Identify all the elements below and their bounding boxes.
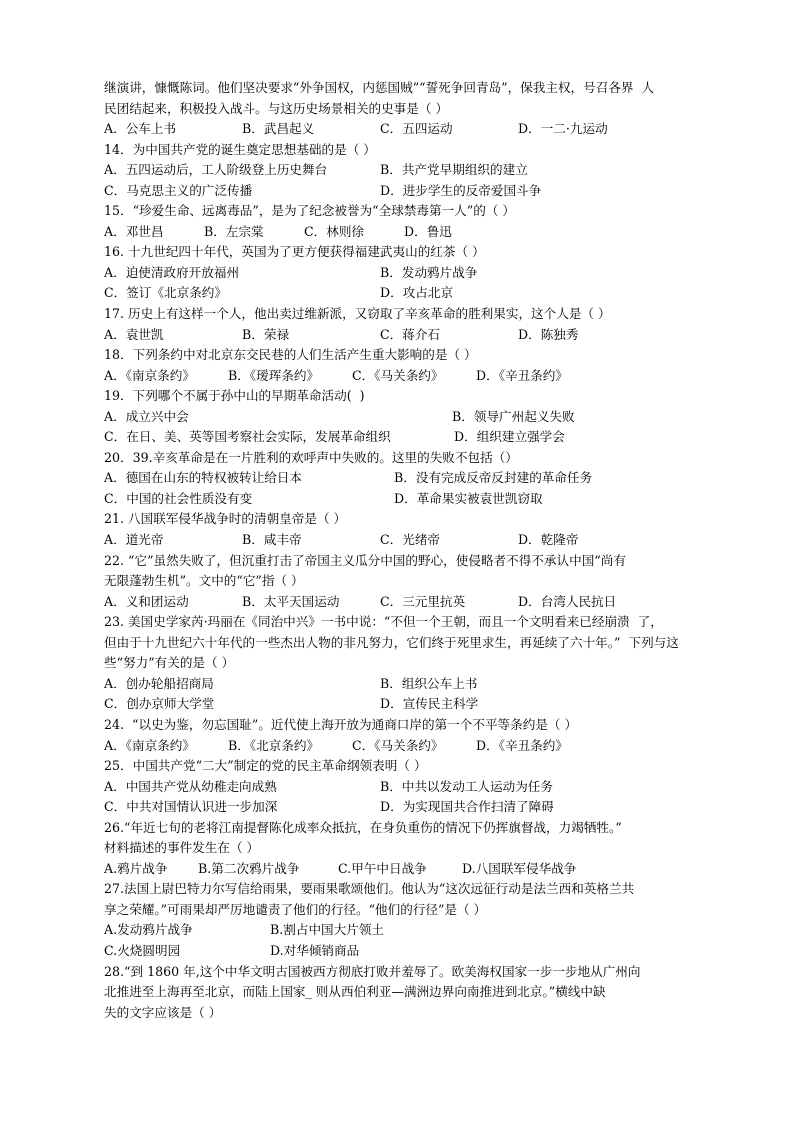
option-c: C．中共对国情认识进一步加深 (104, 799, 278, 815)
intro-options (104, 119, 704, 140)
q16-stem: 16. 十九世纪四十年代，英国为了更方便获得福建武夷山的红茶（ ） (104, 244, 485, 260)
option-b: B．咸丰帝 (242, 532, 302, 548)
q15-stem: 15．“珍爱生命、远离毒品”，是为了纪念被誉为“全球禁毒第一人”的（ ） (104, 203, 516, 219)
option-d: D．一二·九运动 (518, 121, 608, 137)
q21-stem: 21. 八国联军侵华战争时的清朝皇帝是（ ） (104, 511, 347, 527)
q26-options (104, 859, 704, 880)
option-b: B.割占中国大片领土 (270, 922, 385, 938)
option-c: C．蒋介石 (380, 326, 441, 342)
exam-page (104, 78, 704, 1023)
option-b: B．没有完成反帝反封建的革命任务 (394, 470, 593, 486)
option-d: D．陈独秀 (518, 326, 579, 342)
q17-stem: 17. 历史上有这样一个人，他出卖过维新派，又窃取了辛亥革命的胜利果实，这个人是（ ） (104, 306, 611, 322)
option-b: B．《瑷珲条约》 (228, 367, 320, 383)
option-c: C．五四运动 (380, 121, 453, 137)
option-c: C．在日、美、英等国考察社会实际，发展革命组织 (104, 429, 391, 445)
q26-stem-1: 26.“年近七旬的老将江南提督陈化成率众抵抗，在身负重伤的情况下仍挥旗督战，力竭牺牲。” (104, 819, 622, 835)
option-a: A．《南京条约》 (104, 367, 195, 383)
option-d: D．攻占北京 (380, 285, 454, 301)
option-a: A．创办轮船招商局 (104, 675, 214, 691)
option-d: D.对华倾销商品 (270, 942, 360, 958)
option-a: A．德国在山东的特权被转让给日本 (104, 470, 303, 486)
q27-options-row1 (104, 920, 704, 941)
q19-options-row2 (104, 427, 704, 448)
q24-stem: 24. “以史为鉴，勿忘国耻”。近代使上海开放为通商口岸的第一个不平等条约是（ ） (104, 716, 578, 732)
option-c: C．林则徐 (304, 223, 365, 239)
option-a: A．袁世凯 (104, 326, 164, 342)
option-d: D．台湾人民抗日 (518, 593, 617, 609)
option-b: B．太平天国运动 (242, 593, 340, 609)
option-a: A.发动鸦片战争 (104, 922, 193, 938)
q18-options (104, 366, 704, 387)
option-a: A．义和团运动 (104, 593, 189, 609)
q25-options-row1 (104, 777, 704, 798)
q25-options-row2 (104, 797, 704, 818)
q23-options-row1 (104, 674, 704, 695)
q26-stem-2: 材料描述的事件发生在（ ） (104, 840, 260, 856)
option-d: D．鲁迅 (404, 223, 452, 239)
option-c: C．《马关条约》 (352, 737, 444, 753)
option-c: C．中国的社会性质没有变 (104, 490, 253, 506)
q22-stem-2: 无限蓬勃生机”。文中的“它”指（ ） (104, 573, 304, 589)
option-a: A．公车上书 (104, 121, 177, 137)
option-a: A．道光帝 (104, 532, 164, 548)
option-c: C．三元里抗英 (380, 593, 466, 609)
option-d: D．宣传民主科学 (380, 696, 479, 712)
option-c: C．马克思主义的广泛传播 (104, 182, 253, 198)
q28-stem-2: 北推进至上海再至北京，而陆上国家_ 则从西伯利亚—满洲边界向南推进到北京。”横线中缺 (104, 984, 606, 1000)
q28-stem-3: 失的文字应该是（ ） (104, 1004, 222, 1020)
option-c: C．签订《北京条约》 (104, 285, 227, 301)
q21-options (104, 530, 704, 551)
q27-stem-1: 27.法国上尉巴特力尔写信给雨果，要雨果歌颂他们。他认为“这次远征行动是法兰西和英格兰共 (104, 881, 635, 897)
option-a: A．《南京条约》 (104, 737, 195, 753)
option-b: B．武昌起义 (242, 121, 315, 137)
option-d: D．乾隆帝 (518, 532, 579, 548)
option-b: B．中共以发动工人运动为任务 (380, 778, 553, 794)
option-b: B．组织公车上书 (380, 675, 478, 691)
q14-stem: 14．为中国共产党的诞生奠定思想基础的是（ ） (104, 141, 376, 157)
option-a: A．迫使清政府开放福州 (104, 264, 240, 280)
option-a: A.鸦片战争 (104, 860, 168, 876)
q16-options-row2 (104, 283, 704, 304)
q24-options (104, 736, 704, 757)
option-d: D．组织建立强学会 (454, 429, 565, 445)
option-c: C.甲午中日战争 (338, 860, 427, 876)
option-d: D．《辛丑条约》 (476, 737, 568, 753)
option-d: D．革命果实被袁世凯窃取 (394, 490, 543, 506)
q23-stem-3: 些“努力”有关的是（ ） (104, 655, 235, 671)
option-a: A．邓世昌 (104, 223, 164, 239)
option-d: D．为实现国共合作扫清了障碍 (380, 799, 554, 815)
option-c: C.火烧圆明园 (104, 942, 181, 958)
q20-stem: 20．39.辛亥革命是在一片胜利的欢呼声中失败的。这里的失败不包括（） (104, 449, 518, 465)
option-c: C．光绪帝 (380, 532, 441, 548)
q28-stem-1: 28.“到 1860 年,这个中华文明古国被西方彻底打败并羞辱了。欧美海权国家一步一步地从广州向 (104, 963, 641, 979)
q14-options-row1 (104, 160, 704, 181)
q14-options-row2 (104, 181, 704, 202)
option-d: D．《辛丑条约》 (476, 367, 568, 383)
q15-options (104, 222, 704, 243)
option-b: B.第二次鸦片战争 (198, 860, 300, 876)
q20-options-row2 (104, 489, 704, 510)
q18-stem: 18．下列条约中对北京东交民巷的人们生活产生重大影响的是（ ） (104, 347, 477, 363)
q20-options-row1 (104, 468, 704, 489)
q16-options-row1 (104, 263, 704, 284)
q23-stem-2: 但由于十九世纪六十年代的一些杰出人物的非凡努力，它们终于死里求生，再延续了六十年。” 下列与这 (104, 634, 679, 650)
option-a: A．中国共产党从幼稚走向成熟 (104, 778, 277, 794)
option-b: B．《北京条约》 (228, 737, 320, 753)
intro-line-1: 继演讲，慷慨陈词。他们坚决要求“外争国权，内惩国贼”“誓死争回青岛”，保我主权，号召各界 人 (104, 80, 655, 95)
option-b: B．左宗棠 (204, 223, 264, 239)
option-b: B．荣禄 (242, 326, 290, 342)
q19-options-row1 (104, 407, 704, 428)
q22-options (104, 592, 704, 613)
option-b: B．发动鸦片战争 (380, 264, 478, 280)
q27-stem-2: 享之荣耀。”可雨果却严厉地谴责了他们的行径。“他们的行径”是（ ） (104, 901, 487, 917)
q25-stem: 25．中国共产党“二大”制定的党的民主革命纲领表明（ ） (104, 758, 427, 774)
q22-stem-1: 22. “它”虽然失败了，但沉重打击了帝国主义瓜分中国的野心，使侵略者不得不承认中国“尚有 (104, 552, 626, 568)
option-b: B．领导广州起义失败 (452, 408, 575, 424)
option-c: C．《马关条约》 (352, 367, 444, 383)
q19-stem: 19．下列哪个不属于孙中山的早期革命活动( ) (104, 388, 365, 404)
option-c: C．创办京师大学堂 (104, 696, 215, 712)
option-a: A．成立兴中会 (104, 408, 189, 424)
q17-options (104, 325, 704, 346)
q23-options-row2 (104, 694, 704, 715)
option-d: D.八国联军侵华战争 (462, 860, 577, 876)
option-d: D．进步学生的反帝爱国斗争 (380, 182, 542, 198)
option-a: A．五四运动后，工人阶级登上历史舞台 (104, 162, 328, 178)
q27-options-row2 (104, 941, 704, 962)
q23-stem-1: 23. 美国史学家芮·玛丽在《同治中兴》一书中说：“不但一个王朝，而且一个文明看来已经崩溃 了， (104, 614, 663, 630)
option-b: B．共产党早期组织的建立 (380, 162, 528, 178)
intro-line-2: 民团结起来，积极投入战斗。与这历史场景相关的史事是（ ） (104, 100, 449, 116)
